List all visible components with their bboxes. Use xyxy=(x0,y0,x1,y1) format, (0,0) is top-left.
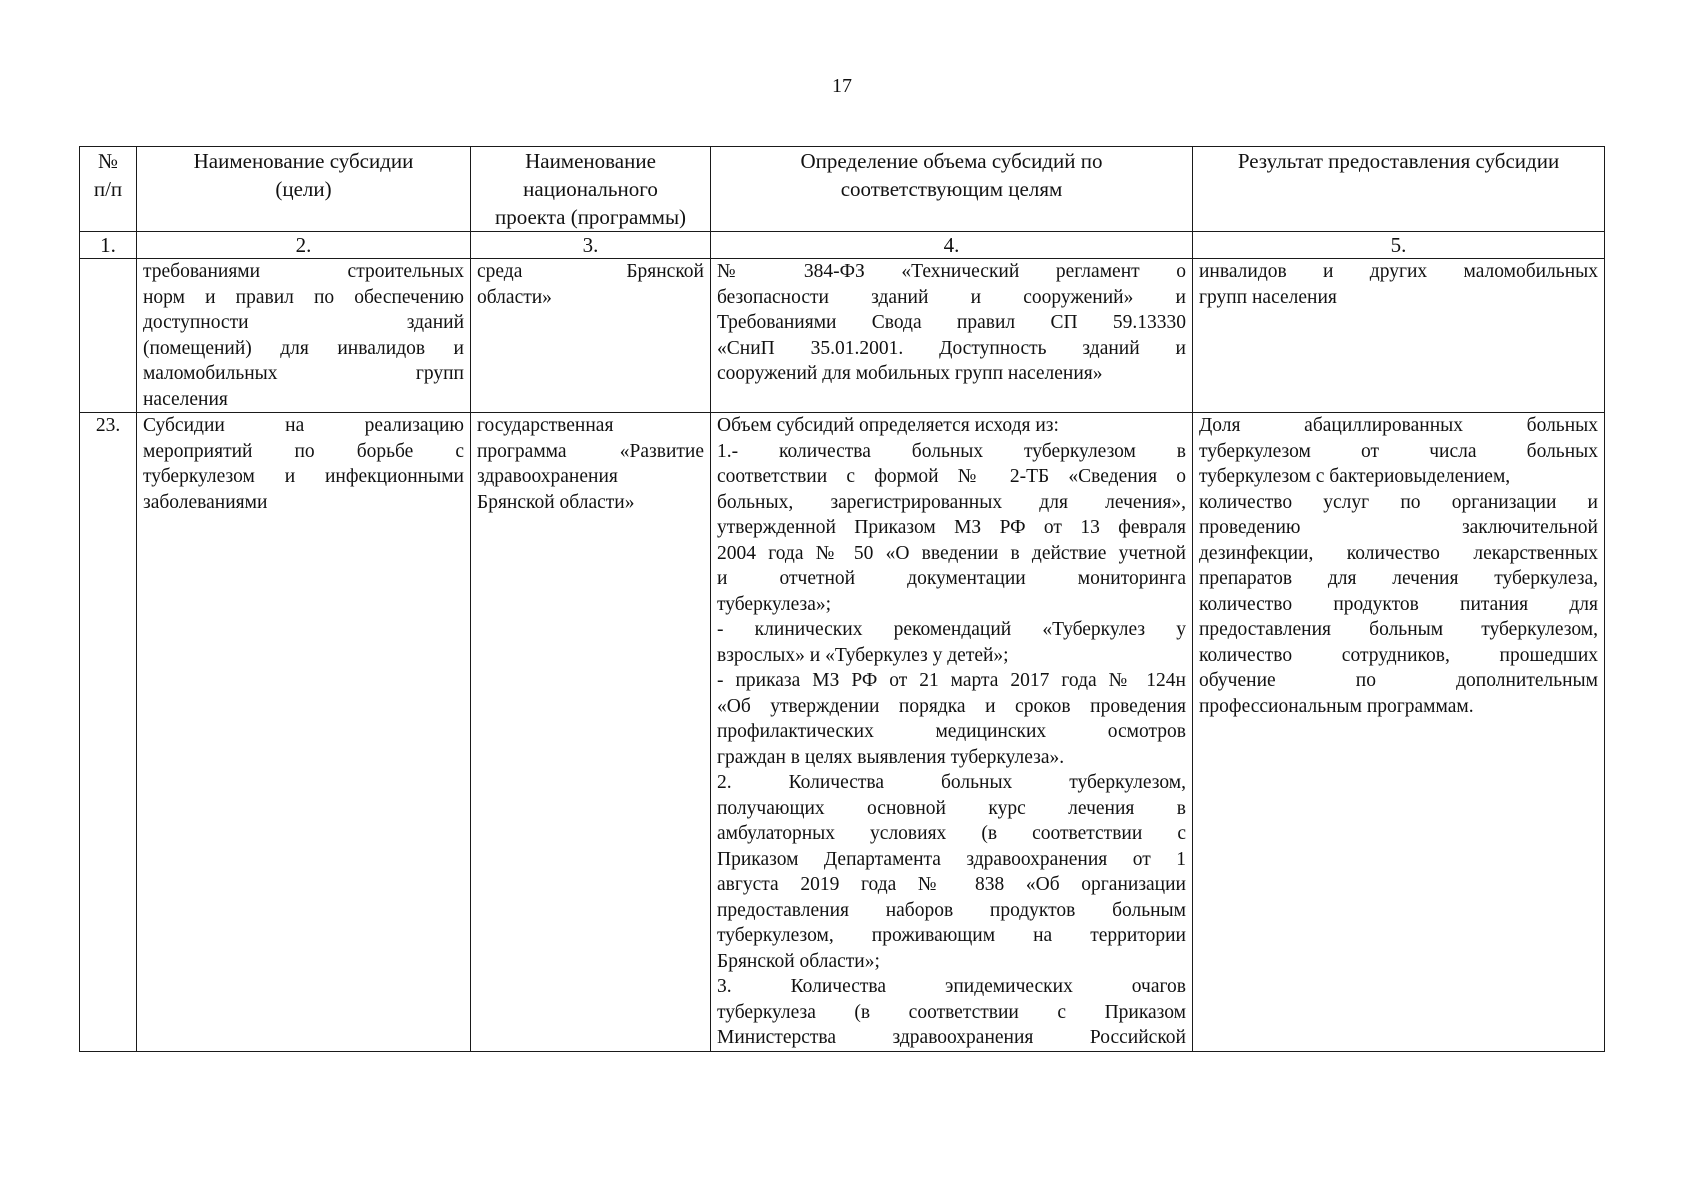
cell-line: - приказа МЗ РФ от 21 марта 2017 года № 124н xyxy=(717,670,1186,691)
cell-line: «Об утверждении порядка и сроков проведения xyxy=(717,695,1186,717)
column-number: 3. xyxy=(471,232,711,259)
cell-line: дезинфекции, количество лекарственных xyxy=(1199,542,1598,564)
header-text: № xyxy=(97,149,119,173)
cell-line: Субсидии на реализацию xyxy=(143,415,464,436)
table-row-23 xyxy=(80,413,1605,1052)
cell-line: населения xyxy=(143,388,228,410)
cell-line: инвалидов и других маломобильных xyxy=(1199,261,1598,282)
cell-line: туберкулезом от числа больных xyxy=(1199,440,1598,462)
volume-definition-cell xyxy=(711,413,1193,1052)
subsidy-name-cell xyxy=(137,259,471,413)
cell-line: граждан в целях выявления туберкулеза». xyxy=(717,746,1065,768)
cell-line: (помещений) для инвалидов и xyxy=(143,337,464,359)
cell-line: 2004 года № 50 «О введении в действие учетной xyxy=(717,542,1186,564)
cell-line: мероприятий по борьбе с xyxy=(143,440,464,462)
column-number: 4. xyxy=(711,232,1193,259)
header-text: соответствующим целям xyxy=(840,177,1063,201)
cell-line: взрослых» и «Туберкулез у детей»; xyxy=(717,644,1009,666)
cell-line: и отчетной документации мониторинга xyxy=(717,568,1186,589)
table-row-continued xyxy=(80,259,1605,413)
column-number: 5. xyxy=(1193,232,1605,259)
cell-line: предоставления наборов продуктов больным xyxy=(717,899,1186,921)
cell-line: количество услуг по организации и xyxy=(1199,491,1598,513)
cell-line: получающих основной курс лечения в xyxy=(717,797,1186,819)
page-number: 17 xyxy=(832,75,852,97)
header-text: (цели) xyxy=(275,177,332,201)
cell-line: проведению заключительной xyxy=(1199,517,1598,538)
cell-line: безопасности зданий и сооружений» и xyxy=(717,286,1186,308)
column-number: 2. xyxy=(137,232,471,259)
cell-line: профессиональным программам. xyxy=(1199,695,1474,717)
cell-line: 3. Количества эпидемических очагов xyxy=(717,976,1186,997)
cell-line: туберкулезом, проживающим на территории xyxy=(717,925,1186,946)
project-name-cell xyxy=(471,259,711,413)
cell-line: сооружений для мобильных групп населения» xyxy=(717,363,1103,384)
header-num xyxy=(80,147,137,232)
cell-line: здравоохранения xyxy=(477,466,618,487)
cell-line: 1.- количества больных туберкулезом в xyxy=(717,440,1186,462)
cell-line: Приказом Департамента здравоохранения от 1 xyxy=(717,848,1186,870)
header-text: Наименование xyxy=(525,149,656,173)
header-text: проекта (программы) xyxy=(494,205,687,229)
cell-line: соответствии с формой № 2-ТБ «Сведения о xyxy=(717,466,1186,487)
cell-line: Доля абациллированных больных xyxy=(1199,415,1598,436)
header-result xyxy=(1193,147,1605,232)
cell-line: доступности зданий xyxy=(143,312,464,333)
cell-line: государственная xyxy=(477,415,614,436)
subsidy-name-cell xyxy=(137,413,471,1052)
cell-line: «СниП 35.01.2001. Доступность зданий и xyxy=(717,337,1186,359)
cell-line: профилактических медицинских осмотров xyxy=(717,721,1186,742)
header-subsidy-name xyxy=(137,147,471,232)
header-text: Результат предоставления субсидии xyxy=(1237,149,1560,173)
volume-definition-cell xyxy=(711,259,1193,413)
cell-line: туберкулезом с бактериовыделением, xyxy=(1199,466,1511,487)
cell-line: области» xyxy=(477,286,552,308)
row-number: 23. xyxy=(80,413,137,1052)
column-numbers-row xyxy=(80,232,1605,259)
cell-line: Брянской области» xyxy=(477,491,635,513)
cell-line: туберкулеза»; xyxy=(717,593,832,615)
subsidies-table xyxy=(79,146,1605,1052)
cell-line: Брянской области»; xyxy=(717,950,880,972)
cell-line: августа 2019 года № 838 «Об организации xyxy=(717,874,1186,895)
cell-line: среда Брянской xyxy=(477,261,704,282)
header-text: Наименование субсидии xyxy=(193,149,414,173)
cell-line: программа «Развитие xyxy=(477,440,704,462)
cell-line: - клинических рекомендаций «Туберкулез у xyxy=(717,619,1186,640)
header-project-name xyxy=(471,147,711,232)
cell-line: № 384-ФЗ «Технический регламент о xyxy=(717,261,1186,282)
cell-line: амбулаторных условиях (в соответствии с xyxy=(717,823,1186,844)
row-number xyxy=(80,259,137,413)
cell-line: Объем субсидий определяется исходя из: xyxy=(717,415,1059,436)
column-number: 1. xyxy=(80,232,137,259)
header-text: Определение объема субсидий по xyxy=(800,149,1103,173)
cell-line: больных, зарегистрированных для лечения», xyxy=(717,491,1186,513)
cell-line: количество сотрудников, прошедших xyxy=(1199,644,1598,666)
project-name-cell xyxy=(471,413,711,1052)
result-cell xyxy=(1193,259,1605,413)
cell-line: количество продуктов питания для xyxy=(1199,593,1598,615)
cell-line: Министерства здравоохранения Российской xyxy=(717,1027,1186,1048)
cell-line: маломобильных групп xyxy=(143,363,464,384)
cell-line: туберкулезом и инфекционными xyxy=(143,466,464,487)
cell-line: требованиями строительных xyxy=(143,261,464,282)
cell-line: 2. Количества больных туберкулезом, xyxy=(717,772,1186,793)
cell-spacer xyxy=(717,387,1186,395)
cell-line: препаратов для лечения туберкулеза, xyxy=(1199,568,1598,589)
cell-line: утвержденной Приказом МЗ РФ от 13 февраля xyxy=(717,517,1186,538)
cell-line: туберкулеза (в соответствии с Приказом xyxy=(717,1001,1186,1023)
cell-line: норм и правил по обеспечению xyxy=(143,286,464,308)
cell-line: Требованиями Свода правил СП 59.13330 xyxy=(717,312,1186,333)
table-header-row xyxy=(80,147,1605,232)
cell-line: предоставления больным туберкулезом, xyxy=(1199,619,1598,640)
header-text: п/п xyxy=(93,177,123,201)
header-volume-definition xyxy=(711,147,1193,232)
cell-line: обучение по дополнительным xyxy=(1199,670,1598,691)
cell-line: групп населения xyxy=(1199,286,1337,308)
result-cell xyxy=(1193,413,1605,1052)
cell-line: заболеваниями xyxy=(143,491,268,513)
header-text: национального xyxy=(523,177,658,201)
